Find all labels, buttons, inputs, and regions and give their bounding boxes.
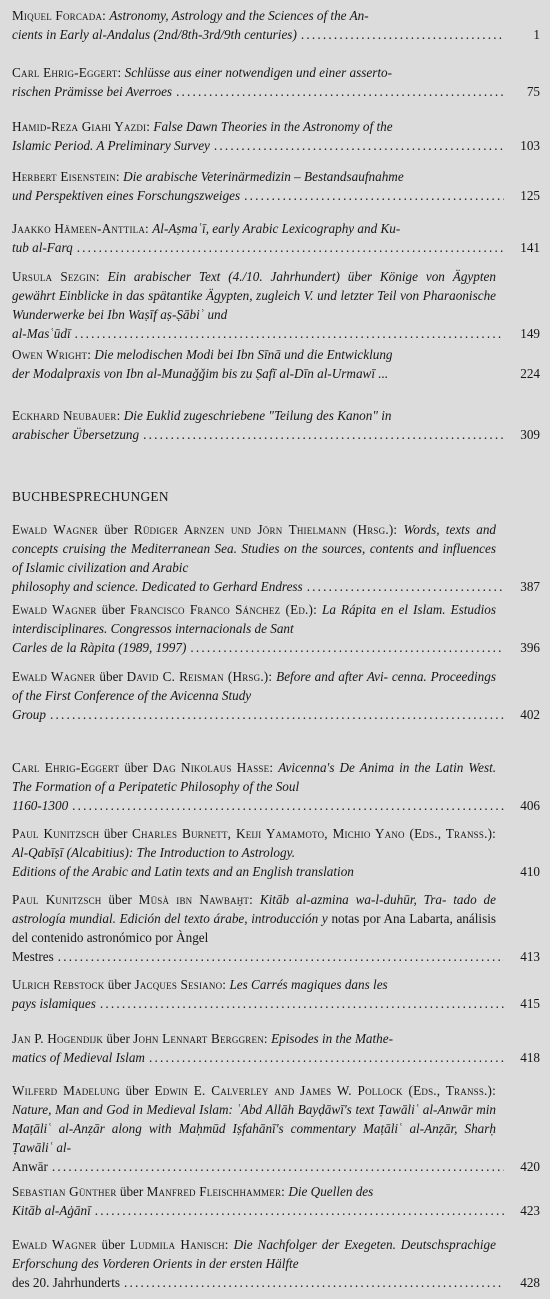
leader-dots [75, 324, 504, 343]
entry-title-tail: des 20. Jahrhunderts [12, 1275, 121, 1290]
reviewed-author: Charles Burnett, Keiji Yamamoto, Michio Yano (Eds., Transs.): [131, 826, 497, 841]
reviewer-name: Ulrich Rebstock [12, 977, 105, 992]
entry-title-cont: Ägypten gewährt Einblicke in das spätantike Ägypten, zugleich V. und [12, 269, 496, 303]
review-about: über [101, 1237, 125, 1252]
entry-title-cont: the sources, contents and influences of Islamic civilization and Arabic [12, 541, 497, 575]
reviewed-author: Jacques Sesiano: [134, 977, 227, 992]
entry-title: Astronomy, Astrology and the Sciences of the An- [109, 8, 369, 23]
reviewed-author: Mūsà ibn Nawbaḫt: [138, 892, 253, 907]
reviewed-author: Rüdiger Arnzen und Jörn Thielmann (Hrsg.): [133, 522, 398, 537]
entry-title: Die melodischen Modi bei Ibn Sīnā und die Entwicklung [94, 347, 393, 362]
page-number: 75 [526, 84, 540, 99]
entry-author: Eckhard Neubauer: [12, 408, 121, 423]
review-about: über [124, 760, 148, 775]
leader-dots [149, 1048, 504, 1067]
page-number: 415 [520, 996, 540, 1011]
leader-dots [301, 25, 504, 44]
reviewed-author: Edwin E. Calverley and James W. Pollock (Eds., Transs.): [154, 1083, 497, 1098]
entry-title-tail: Kitāb al-Aġānī [12, 1203, 91, 1218]
review-entry-hanisch [12, 1235, 540, 1292]
entry-title: Nature, Man and God in Medieval Islam: ʿAbd Allāh Bayḍāwī's text Ṭawāliʿ al-Anwār min Maṭāliʿ al-Anẓār along with Maḥmūd Iṣfahānī's commentary Maṭāliʿ al-Anẓār, Sharḥ Ṭawāliʿ al- [12, 1102, 496, 1155]
leader-dots [58, 947, 504, 966]
entry-title: Episodes in the Mathe- [271, 1031, 394, 1046]
reviewed-author: Ludmila Hanisch: [129, 1237, 229, 1252]
entry-title-tail: Group [12, 707, 46, 722]
entry-title-tail: matics of Medieval Islam [12, 1050, 145, 1065]
page-number: 420 [520, 1159, 540, 1174]
reviewer-name: Carl Ehrig-Eggert [12, 760, 120, 775]
entry-title-tail: arabischer Übersetzung [12, 427, 140, 442]
page-number: 149 [520, 326, 540, 341]
entry-title-tail: und Perspektiven eines Forschungszweiges [12, 188, 241, 203]
review-entry-fleischhammer [12, 1182, 540, 1220]
entry-title: Ein arabischer Text (4./10. Jahrhundert) über Könige von [107, 269, 445, 284]
leader-dots [244, 186, 504, 205]
leader-dots [77, 238, 504, 257]
review-about: über [106, 1031, 130, 1046]
review-entry-franco-sanchez [12, 600, 540, 657]
leader-dots [143, 425, 504, 444]
reviewer-name: Paul Kunitzsch [12, 826, 100, 841]
page-number: 418 [520, 1050, 540, 1065]
entry-title: Avicenna's De Anima in [278, 760, 410, 775]
entry-title-tail: rischen Prämisse bei Averroes [12, 84, 173, 99]
leader-dots [50, 705, 504, 724]
entry-title: La Rápita en el [322, 602, 409, 617]
entry-title-tail: Carles de la Ràpita (1989, 1997) [12, 640, 187, 655]
entry-title-tail: Mestres [12, 949, 54, 964]
reviewer-name: Ewald Wagner [12, 602, 97, 617]
toc-entry-wright [12, 345, 540, 383]
reviewer-name: Paul Kunitzsch [12, 892, 102, 907]
review-about: über [101, 602, 126, 617]
entry-title: Before and after Avi- [276, 669, 389, 684]
entry-title-tail: pays islamiques [12, 996, 96, 1011]
leader-dots [95, 1201, 504, 1220]
page-number: 402 [520, 707, 540, 722]
page-number: 224 [520, 366, 540, 381]
leader-dots [124, 1273, 504, 1292]
leader-dots [52, 1157, 504, 1176]
toc-entry-sezgin [12, 267, 540, 343]
reviewed-author: David C. Reisman (Hrsg.): [126, 669, 273, 684]
entry-author: Miquel Forcada: [12, 8, 107, 23]
entry-title: Die Nachfolger der Exegeten. [233, 1237, 396, 1252]
entry-title: False Dawn Theories in the Astronomy of the [153, 119, 393, 134]
review-about: über [119, 1184, 144, 1199]
entry-title: Schlüsse aus einer notwendigen und einer asserto- [124, 65, 393, 80]
reviewer-name: Ewald Wagner [12, 669, 96, 684]
page-number: 396 [520, 640, 540, 655]
entry-title: Die arabische Veterinärmedizin – Bestandsaufnahme [123, 169, 404, 184]
leader-dots [176, 82, 504, 101]
entry-title-tail: al-Masʿūdī [12, 326, 71, 341]
reviewer-name: Ewald Wagner [12, 1237, 97, 1252]
entry-title-cont: notas por Ana Labarta, análisis del contenido astronómico por Àngel [12, 911, 497, 945]
reviewed-author: John Lennart Berggren: [133, 1031, 268, 1046]
review-about: über [104, 522, 128, 537]
review-entry-sesiano [12, 975, 540, 1013]
entry-title-tail: der Modalpraxis von Ibn al-Munaǧǧim bis zu Ṣafī al-Dīn al-Urmawī ... [12, 366, 389, 381]
review-about: über [99, 669, 123, 684]
toc-entry-eisenstein [12, 167, 540, 205]
toc-entry-ehrig-eggert [12, 63, 540, 101]
entry-title: Die Euklid zugeschriebene "Teilung des Kanon" in [123, 408, 392, 423]
entry-title: Words, texts and concepts cruising the Mediterranean Sea. Studies on [12, 522, 497, 556]
entry-title-tail: 1160-1300 [12, 798, 69, 813]
entry-author: Hamid-Reza Giahi Yazdi: [12, 119, 151, 134]
entry-title-tail: Editions of the Arabic and Latin texts and an English translation [12, 864, 354, 879]
page-number: 387 [520, 579, 540, 594]
entry-title-cont: tado de astrología mundial. Edición del texto árabe, introducción y [12, 892, 497, 926]
entry-title-tail: cients in Early al-Andalus (2nd/8th-3rd/9th centuries) [12, 27, 297, 42]
review-entry-ibn-nawbaht [12, 890, 540, 966]
entry-author: Carl Ehrig-Eggert: [12, 65, 122, 80]
leader-dots [72, 796, 504, 815]
review-entry-calverley [12, 1081, 540, 1176]
review-entry-reisman [12, 667, 540, 724]
entry-title-cont: Islam. Estudios interdisciplinares. Congressos internacionals de Sant [12, 602, 497, 636]
page-number: 410 [520, 864, 540, 879]
entry-author: Owen Wright: [12, 347, 92, 362]
review-entry-arnzen [12, 520, 540, 596]
entry-title-tail: Islamic Period. A Preliminary Survey [12, 138, 210, 153]
toc-entry-forcada [12, 6, 540, 44]
entry-title-tail: tub al-Farq [12, 240, 73, 255]
entry-author: Jaakko Hämeen-Anttila: [12, 221, 149, 236]
entry-title-tail: philosophy and science. Dedicated to Gerhard Endress [12, 579, 303, 594]
entry-title-cont: the Latin West. The Formation of a Peripatetic Philosophy of the Soul [12, 760, 497, 794]
entry-title: Kitāb al-azmina wa-l-duhūr, Tra- [259, 892, 447, 907]
leader-dots [100, 994, 504, 1013]
page-number: 103 [520, 138, 540, 153]
entry-title-cont: letzter Teil von Pharaonische Wunderwerke bei Ibn Waṣīf aṣ-Ṣābiʾ und [12, 288, 497, 322]
page-number: 1 [533, 27, 540, 42]
entry-title: Les Carrés magiques dans les [229, 977, 388, 992]
reviewer-name: Ewald Wagner [12, 522, 98, 537]
page-number: 125 [520, 188, 540, 203]
entry-title: Die Quellen des [288, 1184, 374, 1199]
reviewed-author: Francisco Franco Sánchez (Ed.): [130, 602, 318, 617]
review-about: über [107, 977, 132, 992]
entry-author: Herbert Eisenstein: [12, 169, 120, 184]
page-number: 309 [520, 427, 540, 442]
review-entry-burnett [12, 824, 540, 881]
review-about: über [125, 1083, 149, 1098]
entry-title-cont: Deutschsprachige Erforschung des Vorderen Orients in der ersten Hälfte [12, 1237, 497, 1271]
toc-entry-neubauer [12, 406, 540, 444]
entry-author: Ursula Sezgin: [12, 269, 100, 284]
leader-dots [214, 136, 504, 155]
page-number: 141 [520, 240, 540, 255]
review-entry-hasse [12, 758, 540, 815]
reviewed-author: Dag Nikolaus Hasse: [152, 760, 274, 775]
entry-title: Al-Aṣmaʿī, early Arabic Lexicography and Ku- [152, 221, 401, 236]
toc-entry-hameen-anttila [12, 219, 540, 257]
reviewer-name: Wilferd Madelung [12, 1083, 120, 1098]
reviewer-name: Sebastian Günther [12, 1184, 117, 1199]
toc-entry-giahi-yazdi [12, 117, 540, 155]
leader-dots [307, 577, 504, 596]
entry-title-cont: cenna. Proceedings of the First Conference of the Avicenna Study [12, 669, 496, 703]
entry-title-tail: Anwār [12, 1159, 48, 1174]
page-number: 428 [520, 1275, 540, 1290]
review-about: über [103, 826, 128, 841]
leader-dots [190, 638, 504, 657]
reviewer-name: Jan P. Hogendijk [12, 1031, 104, 1046]
reviewed-author: Manfred Fleischhammer: [146, 1184, 286, 1199]
review-entry-berggren [12, 1029, 540, 1067]
page-number: 413 [520, 949, 540, 964]
page-number: 406 [520, 798, 540, 813]
entry-title: Al-Qabīṣī (Alcabitius): The Introduction to Astrology. [12, 845, 296, 860]
section-heading: BUCHBESPRECHUNGEN [12, 489, 169, 504]
page-number: 423 [520, 1203, 540, 1218]
review-about: über [108, 892, 132, 907]
